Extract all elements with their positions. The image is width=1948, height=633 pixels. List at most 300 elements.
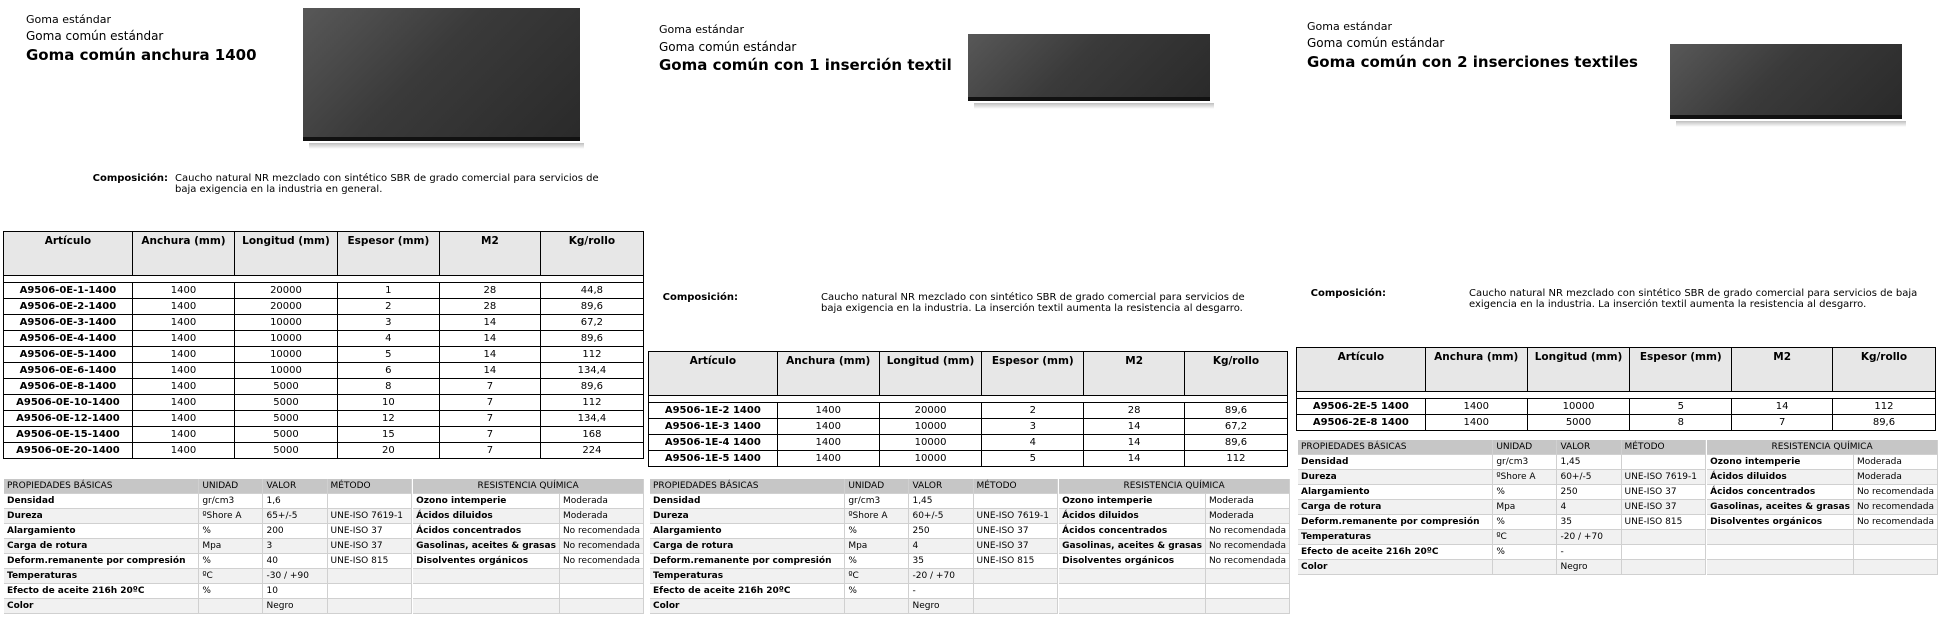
property-row — [650, 539, 1290, 554]
table-cell: 6 — [337, 363, 439, 379]
property-method: UNE-ISO 815 — [327, 554, 412, 569]
product-title: Goma común con 2 inserciones textiles — [1307, 53, 1638, 71]
property-value: Negro — [263, 599, 327, 614]
table-cell: 7 — [439, 427, 540, 443]
chemical-resistance: Moderada — [559, 494, 643, 509]
property-method: UNE-ISO 815 — [973, 554, 1058, 569]
table-cell: 7 — [439, 411, 540, 427]
article-code: A9506-0E-8-1400 — [4, 379, 133, 395]
category-label: Goma estándar — [26, 13, 111, 26]
property-method — [973, 494, 1058, 509]
properties-header-cell: UNIDAD — [1493, 440, 1557, 455]
table-row — [1297, 415, 1936, 431]
properties-header-cell: RESISTENCIA QUÍMICA — [1059, 479, 1289, 494]
table-cell: 1400 — [132, 443, 234, 459]
property-name: Temperaturas — [650, 569, 845, 584]
table-cell: 10000 — [235, 363, 338, 379]
property-name: Carga de rotura — [4, 539, 199, 554]
property-method: UNE-ISO 37 — [1621, 485, 1706, 500]
property-method: UNE-ISO 7619-1 — [1621, 470, 1706, 485]
table-row — [4, 363, 644, 379]
property-unit: Mpa — [199, 539, 263, 554]
table-cell: 67,2 — [540, 315, 643, 331]
property-row — [650, 584, 1290, 599]
chemical-resistance — [1205, 599, 1289, 614]
chemical-name: Ácidos concentrados — [1059, 524, 1205, 539]
spacer-row — [1297, 392, 1936, 399]
table-cell: 5000 — [235, 379, 338, 395]
table-cell: 7 — [439, 395, 540, 411]
property-name: Color — [650, 599, 845, 614]
table-cell: 112 — [540, 347, 643, 363]
chemical-name: Ácidos concentrados — [413, 524, 559, 539]
property-name: Alargamiento — [1298, 485, 1493, 500]
table-cell: 5000 — [235, 411, 338, 427]
property-row — [1298, 560, 1938, 575]
table-cell: 1400 — [1425, 415, 1527, 431]
article-code: A9506-0E-5-1400 — [4, 347, 133, 363]
chemical-name: Ozono intemperie — [413, 494, 559, 509]
property-value: 3 — [263, 539, 327, 554]
category-label: Goma estándar — [659, 23, 744, 36]
property-unit — [199, 599, 263, 614]
chemical-name: Ácidos diluidos — [413, 509, 559, 524]
composition-label: Composición: — [92, 173, 168, 184]
property-name: Efecto de aceite 216h 20ºC — [650, 584, 845, 599]
column-header: Espesor (mm) — [1630, 348, 1732, 392]
table-cell: 28 — [1084, 403, 1185, 419]
chemical-resistance: Moderada — [1853, 455, 1937, 470]
table-row — [649, 419, 1288, 435]
chemical-name: Ácidos concentrados — [1707, 485, 1853, 500]
property-unit: Mpa — [845, 539, 909, 554]
table-cell: 89,6 — [540, 331, 643, 347]
table-cell: 5000 — [235, 443, 338, 459]
property-unit: Mpa — [1493, 500, 1557, 515]
chemical-resistance — [559, 569, 643, 584]
table-cell: 1400 — [132, 379, 234, 395]
property-name: Alargamiento — [650, 524, 845, 539]
table-cell: 1400 — [132, 411, 234, 427]
article-code: A9506-0E-4-1400 — [4, 331, 133, 347]
table-row — [4, 395, 644, 411]
table-cell: 112 — [540, 395, 643, 411]
property-unit: ºC — [845, 569, 909, 584]
property-name: Densidad — [4, 494, 199, 509]
property-method: UNE-ISO 815 — [1621, 515, 1706, 530]
spacer-row — [649, 396, 1288, 403]
table-cell: 1400 — [1425, 399, 1527, 415]
subcategory-label: Goma común estándar — [659, 40, 797, 54]
chemical-name: Gasolinas, aceites & grasas — [1707, 500, 1853, 515]
table-row — [4, 315, 644, 331]
chemical-resistance: No recomendada — [1853, 485, 1937, 500]
table-cell: 1400 — [132, 347, 234, 363]
table-cell: 2 — [982, 403, 1084, 419]
chemical-resistance: No recomendada — [1205, 524, 1289, 539]
table-row — [649, 403, 1288, 419]
product-photo — [968, 34, 1210, 101]
chemical-name: Disolventes orgánicos — [413, 554, 559, 569]
table-cell: 67,2 — [1184, 419, 1287, 435]
table-row — [649, 451, 1288, 467]
property-row — [4, 584, 644, 599]
property-name: Alargamiento — [4, 524, 199, 539]
property-name: Color — [1298, 560, 1493, 575]
properties-header-cell: VALOR — [1557, 440, 1621, 455]
category-label: Goma estándar — [1307, 20, 1392, 33]
property-row — [1298, 515, 1938, 530]
chemical-name: Disolventes orgánicos — [1707, 515, 1853, 530]
table-row — [4, 443, 644, 459]
property-value: 250 — [1557, 485, 1621, 500]
table-cell: 5000 — [1527, 415, 1629, 431]
table-cell: 1400 — [132, 331, 234, 347]
chemical-resistance — [1205, 584, 1289, 599]
table-cell: 7 — [1732, 415, 1833, 431]
spacer-row — [4, 276, 644, 283]
table-cell: 89,6 — [1184, 435, 1287, 451]
chemical-name — [1059, 599, 1205, 614]
property-value: 35 — [909, 554, 973, 569]
property-unit — [1493, 560, 1557, 575]
column-header: Longitud (mm) — [1527, 348, 1629, 392]
property-method: UNE-ISO 37 — [973, 524, 1058, 539]
chemical-name — [1707, 560, 1853, 575]
table-cell: 10000 — [879, 419, 981, 435]
properties-header-cell: UNIDAD — [845, 479, 909, 494]
chemical-resistance: No recomendada — [1205, 539, 1289, 554]
properties-header — [1298, 440, 1938, 455]
property-row — [4, 539, 644, 554]
table-cell: 5 — [1630, 399, 1732, 415]
chemical-resistance — [559, 599, 643, 614]
property-row — [650, 554, 1290, 569]
table-cell: 14 — [1732, 399, 1833, 415]
property-unit: % — [845, 524, 909, 539]
property-method — [1621, 455, 1706, 470]
table-cell: 1400 — [777, 419, 879, 435]
table-cell: 8 — [1630, 415, 1732, 431]
table-cell: 4 — [982, 435, 1084, 451]
property-method: UNE-ISO 37 — [327, 524, 412, 539]
table-cell: 1400 — [132, 315, 234, 331]
table-cell: 89,6 — [540, 299, 643, 315]
product-panel-2 — [648, 0, 1296, 633]
property-value: - — [1557, 545, 1621, 560]
chemical-name — [1707, 545, 1853, 560]
property-row — [650, 494, 1290, 509]
chemical-name: Disolventes orgánicos — [1059, 554, 1205, 569]
chemical-name — [413, 569, 559, 584]
property-value: -20 / +70 — [1557, 530, 1621, 545]
table-cell: 14 — [439, 315, 540, 331]
table-cell: 1400 — [777, 451, 879, 467]
table-cell: 4 — [337, 331, 439, 347]
column-header: Anchura (mm) — [777, 352, 879, 396]
property-name: Dureza — [650, 509, 845, 524]
product-photo — [303, 8, 580, 141]
property-name: Efecto de aceite 216h 20ºC — [4, 584, 199, 599]
property-method: UNE-ISO 7619-1 — [327, 509, 412, 524]
property-row — [4, 599, 644, 614]
properties-header-cell: PROPIEDADES BÁSICAS — [650, 479, 845, 494]
column-header: Anchura (mm) — [1425, 348, 1527, 392]
chemical-name — [413, 584, 559, 599]
article-code: A9506-2E-8 1400 — [1297, 415, 1426, 431]
property-row — [1298, 485, 1938, 500]
property-value: 250 — [909, 524, 973, 539]
table-cell: 3 — [982, 419, 1084, 435]
column-header: Kg/rollo — [1832, 348, 1935, 392]
table-cell: 44,8 — [540, 283, 643, 299]
article-code: A9506-1E-2 1400 — [649, 403, 778, 419]
table-cell: 134,4 — [540, 411, 643, 427]
property-value: 60+/-5 — [1557, 470, 1621, 485]
chemical-name: Ozono intemperie — [1707, 455, 1853, 470]
table-cell: 1400 — [132, 427, 234, 443]
composition-text: Caucho natural NR mezclado con sintético SBR de grado comercial para servicios de baja exigencia en la industria. La inserción textil aumenta la resistencia al desgarro. — [1469, 288, 1918, 310]
table-cell: 3 — [337, 315, 439, 331]
property-unit: ºShore A — [199, 509, 263, 524]
chemical-resistance — [1853, 560, 1937, 575]
column-header: Espesor (mm) — [337, 232, 439, 276]
property-name: Deform.remanente por compresión — [1298, 515, 1493, 530]
property-method — [327, 599, 412, 614]
property-method — [327, 569, 412, 584]
property-unit: gr/cm3 — [845, 494, 909, 509]
table-row — [4, 299, 644, 315]
property-name: Deform.remanente por compresión — [650, 554, 845, 569]
property-value: 40 — [263, 554, 327, 569]
properties-header-cell: VALOR — [909, 479, 973, 494]
chemical-resistance: No recomendada — [1853, 515, 1937, 530]
property-value: Negro — [909, 599, 973, 614]
table-cell: 1400 — [132, 299, 234, 315]
article-code: A9506-2E-5 1400 — [1297, 399, 1426, 415]
property-name: Densidad — [1298, 455, 1493, 470]
property-row — [650, 509, 1290, 524]
column-header: Artículo — [4, 232, 133, 276]
table-row — [4, 347, 644, 363]
article-code: A9506-0E-1-1400 — [4, 283, 133, 299]
property-unit: % — [199, 584, 263, 599]
property-unit: ºC — [199, 569, 263, 584]
property-method: UNE-ISO 37 — [1621, 500, 1706, 515]
table-cell: 10 — [337, 395, 439, 411]
properties-header — [4, 479, 644, 494]
chemical-resistance: Moderada — [559, 509, 643, 524]
property-name: Densidad — [650, 494, 845, 509]
table-cell: 12 — [337, 411, 439, 427]
property-name: Carga de rotura — [1298, 500, 1493, 515]
property-row — [1298, 500, 1938, 515]
property-method — [973, 599, 1058, 614]
table-cell: 168 — [540, 427, 643, 443]
table-cell: 1400 — [132, 395, 234, 411]
table-cell: 7 — [439, 379, 540, 395]
chemical-name: Gasolinas, aceites & grasas — [1059, 539, 1205, 554]
table-cell: 14 — [1084, 435, 1185, 451]
property-value: 4 — [909, 539, 973, 554]
column-header: Longitud (mm) — [235, 232, 338, 276]
chemical-resistance: No recomendada — [1853, 500, 1937, 515]
property-row — [1298, 545, 1938, 560]
article-code: A9506-1E-5 1400 — [649, 451, 778, 467]
composition-text: Caucho natural NR mezclado con sintético SBR de grado comercial para servicios de baja exigencia en la industria en general. — [175, 173, 599, 195]
chemical-name: Gasolinas, aceites & grasas — [413, 539, 559, 554]
property-unit: % — [1493, 485, 1557, 500]
chemical-name: Ácidos diluidos — [1059, 509, 1205, 524]
table-cell: 28 — [439, 283, 540, 299]
property-unit — [845, 599, 909, 614]
table-cell: 20 — [337, 443, 439, 459]
property-value: 10 — [263, 584, 327, 599]
product-table — [1296, 347, 1936, 431]
article-code: A9506-0E-6-1400 — [4, 363, 133, 379]
chemical-resistance: No recomendada — [1205, 554, 1289, 569]
table-cell: 14 — [439, 363, 540, 379]
property-unit: % — [199, 554, 263, 569]
chemical-resistance — [1205, 569, 1289, 584]
property-row — [4, 554, 644, 569]
chemical-resistance: Moderada — [1853, 470, 1937, 485]
property-row — [4, 494, 644, 509]
property-unit: gr/cm3 — [199, 494, 263, 509]
property-name: Carga de rotura — [650, 539, 845, 554]
composition-text: Caucho natural NR mezclado con sintético SBR de grado comercial para servicios de baja exigencia en la industria. La inserción textil aumenta la resistencia al desgarro. — [821, 292, 1245, 314]
chemical-resistance — [559, 584, 643, 599]
table-cell: 8 — [337, 379, 439, 395]
property-row — [650, 524, 1290, 539]
article-code: A9506-0E-20-1400 — [4, 443, 133, 459]
column-header: Espesor (mm) — [982, 352, 1084, 396]
table-row — [4, 283, 644, 299]
properties-header — [650, 479, 1290, 494]
property-method — [1621, 530, 1706, 545]
table-cell: 15 — [337, 427, 439, 443]
property-name: Efecto de aceite 216h 20ºC — [1298, 545, 1493, 560]
property-value: 4 — [1557, 500, 1621, 515]
table-cell: 89,6 — [540, 379, 643, 395]
product-table — [648, 351, 1288, 467]
product-panel-3 — [1296, 0, 1948, 633]
article-code: A9506-0E-2-1400 — [4, 299, 133, 315]
table-row — [4, 331, 644, 347]
composition-label: Composición: — [662, 292, 738, 303]
table-cell: 10000 — [235, 347, 338, 363]
table-cell: 89,6 — [1184, 403, 1287, 419]
property-row — [1298, 455, 1938, 470]
property-method — [1621, 545, 1706, 560]
property-unit: ºC — [1493, 530, 1557, 545]
table-cell: 134,4 — [540, 363, 643, 379]
column-header: Kg/rollo — [1184, 352, 1287, 396]
table-cell: 112 — [1832, 399, 1935, 415]
table-cell: 5 — [337, 347, 439, 363]
properties-header-cell: RESISTENCIA QUÍMICA — [413, 479, 643, 494]
property-value: 200 — [263, 524, 327, 539]
property-unit: % — [845, 554, 909, 569]
property-unit: % — [845, 584, 909, 599]
chemical-resistance: No recomendada — [559, 524, 643, 539]
property-value: -30 / +90 — [263, 569, 327, 584]
table-cell: 10000 — [879, 451, 981, 467]
property-value: 65+/-5 — [263, 509, 327, 524]
property-row — [650, 569, 1290, 584]
property-method — [973, 569, 1058, 584]
table-cell: 2 — [337, 299, 439, 315]
column-header: Kg/rollo — [540, 232, 643, 276]
property-name: Temperaturas — [1298, 530, 1493, 545]
column-header: M2 — [1732, 348, 1833, 392]
table-row — [4, 427, 644, 443]
table-cell: 10000 — [235, 331, 338, 347]
property-method — [327, 494, 412, 509]
table-cell: 28 — [439, 299, 540, 315]
column-header: Longitud (mm) — [879, 352, 981, 396]
chemical-name: Ozono intemperie — [1059, 494, 1205, 509]
property-row — [4, 509, 644, 524]
properties-header-cell: MÉTODO — [327, 479, 412, 494]
table-cell: 5000 — [235, 427, 338, 443]
table-row — [649, 435, 1288, 451]
property-value: - — [909, 584, 973, 599]
properties-header-cell: VALOR — [263, 479, 327, 494]
chemical-resistance: No recomendada — [559, 554, 643, 569]
property-name: Temperaturas — [4, 569, 199, 584]
properties-table — [1298, 440, 1938, 575]
table-row — [1297, 399, 1936, 415]
property-method — [973, 584, 1058, 599]
property-value: Negro — [1557, 560, 1621, 575]
table-cell: 10000 — [1527, 399, 1629, 415]
property-name: Dureza — [4, 509, 199, 524]
property-method: UNE-ISO 7619-1 — [973, 509, 1058, 524]
article-code: A9506-0E-12-1400 — [4, 411, 133, 427]
property-unit: gr/cm3 — [1493, 455, 1557, 470]
product-title: Goma común con 1 inserción textil — [659, 56, 952, 74]
column-header: Artículo — [1297, 348, 1426, 392]
property-unit: ºShore A — [1493, 470, 1557, 485]
chemical-name — [1059, 584, 1205, 599]
product-table — [3, 231, 644, 459]
article-code: A9506-0E-10-1400 — [4, 395, 133, 411]
table-cell: 7 — [439, 443, 540, 459]
article-code: A9506-0E-3-1400 — [4, 315, 133, 331]
table-cell: 20000 — [879, 403, 981, 419]
chemical-resistance — [1853, 530, 1937, 545]
table-cell: 1400 — [132, 363, 234, 379]
property-value: 1,6 — [263, 494, 327, 509]
article-code: A9506-1E-4 1400 — [649, 435, 778, 451]
property-row — [1298, 470, 1938, 485]
product-title: Goma común anchura 1400 — [26, 46, 257, 64]
product-photo — [1670, 44, 1902, 119]
table-cell: 10000 — [235, 315, 338, 331]
property-row — [1298, 530, 1938, 545]
table-cell: 20000 — [235, 299, 338, 315]
properties-header-cell: MÉTODO — [973, 479, 1058, 494]
table-cell: 112 — [1184, 451, 1287, 467]
property-name: Deform.remanente por compresión — [4, 554, 199, 569]
property-value: 1,45 — [1557, 455, 1621, 470]
column-header: M2 — [439, 232, 540, 276]
chemical-name — [413, 599, 559, 614]
chemical-name: Ácidos diluidos — [1707, 470, 1853, 485]
table-cell: 14 — [1084, 419, 1185, 435]
subcategory-label: Goma común estándar — [1307, 36, 1445, 50]
